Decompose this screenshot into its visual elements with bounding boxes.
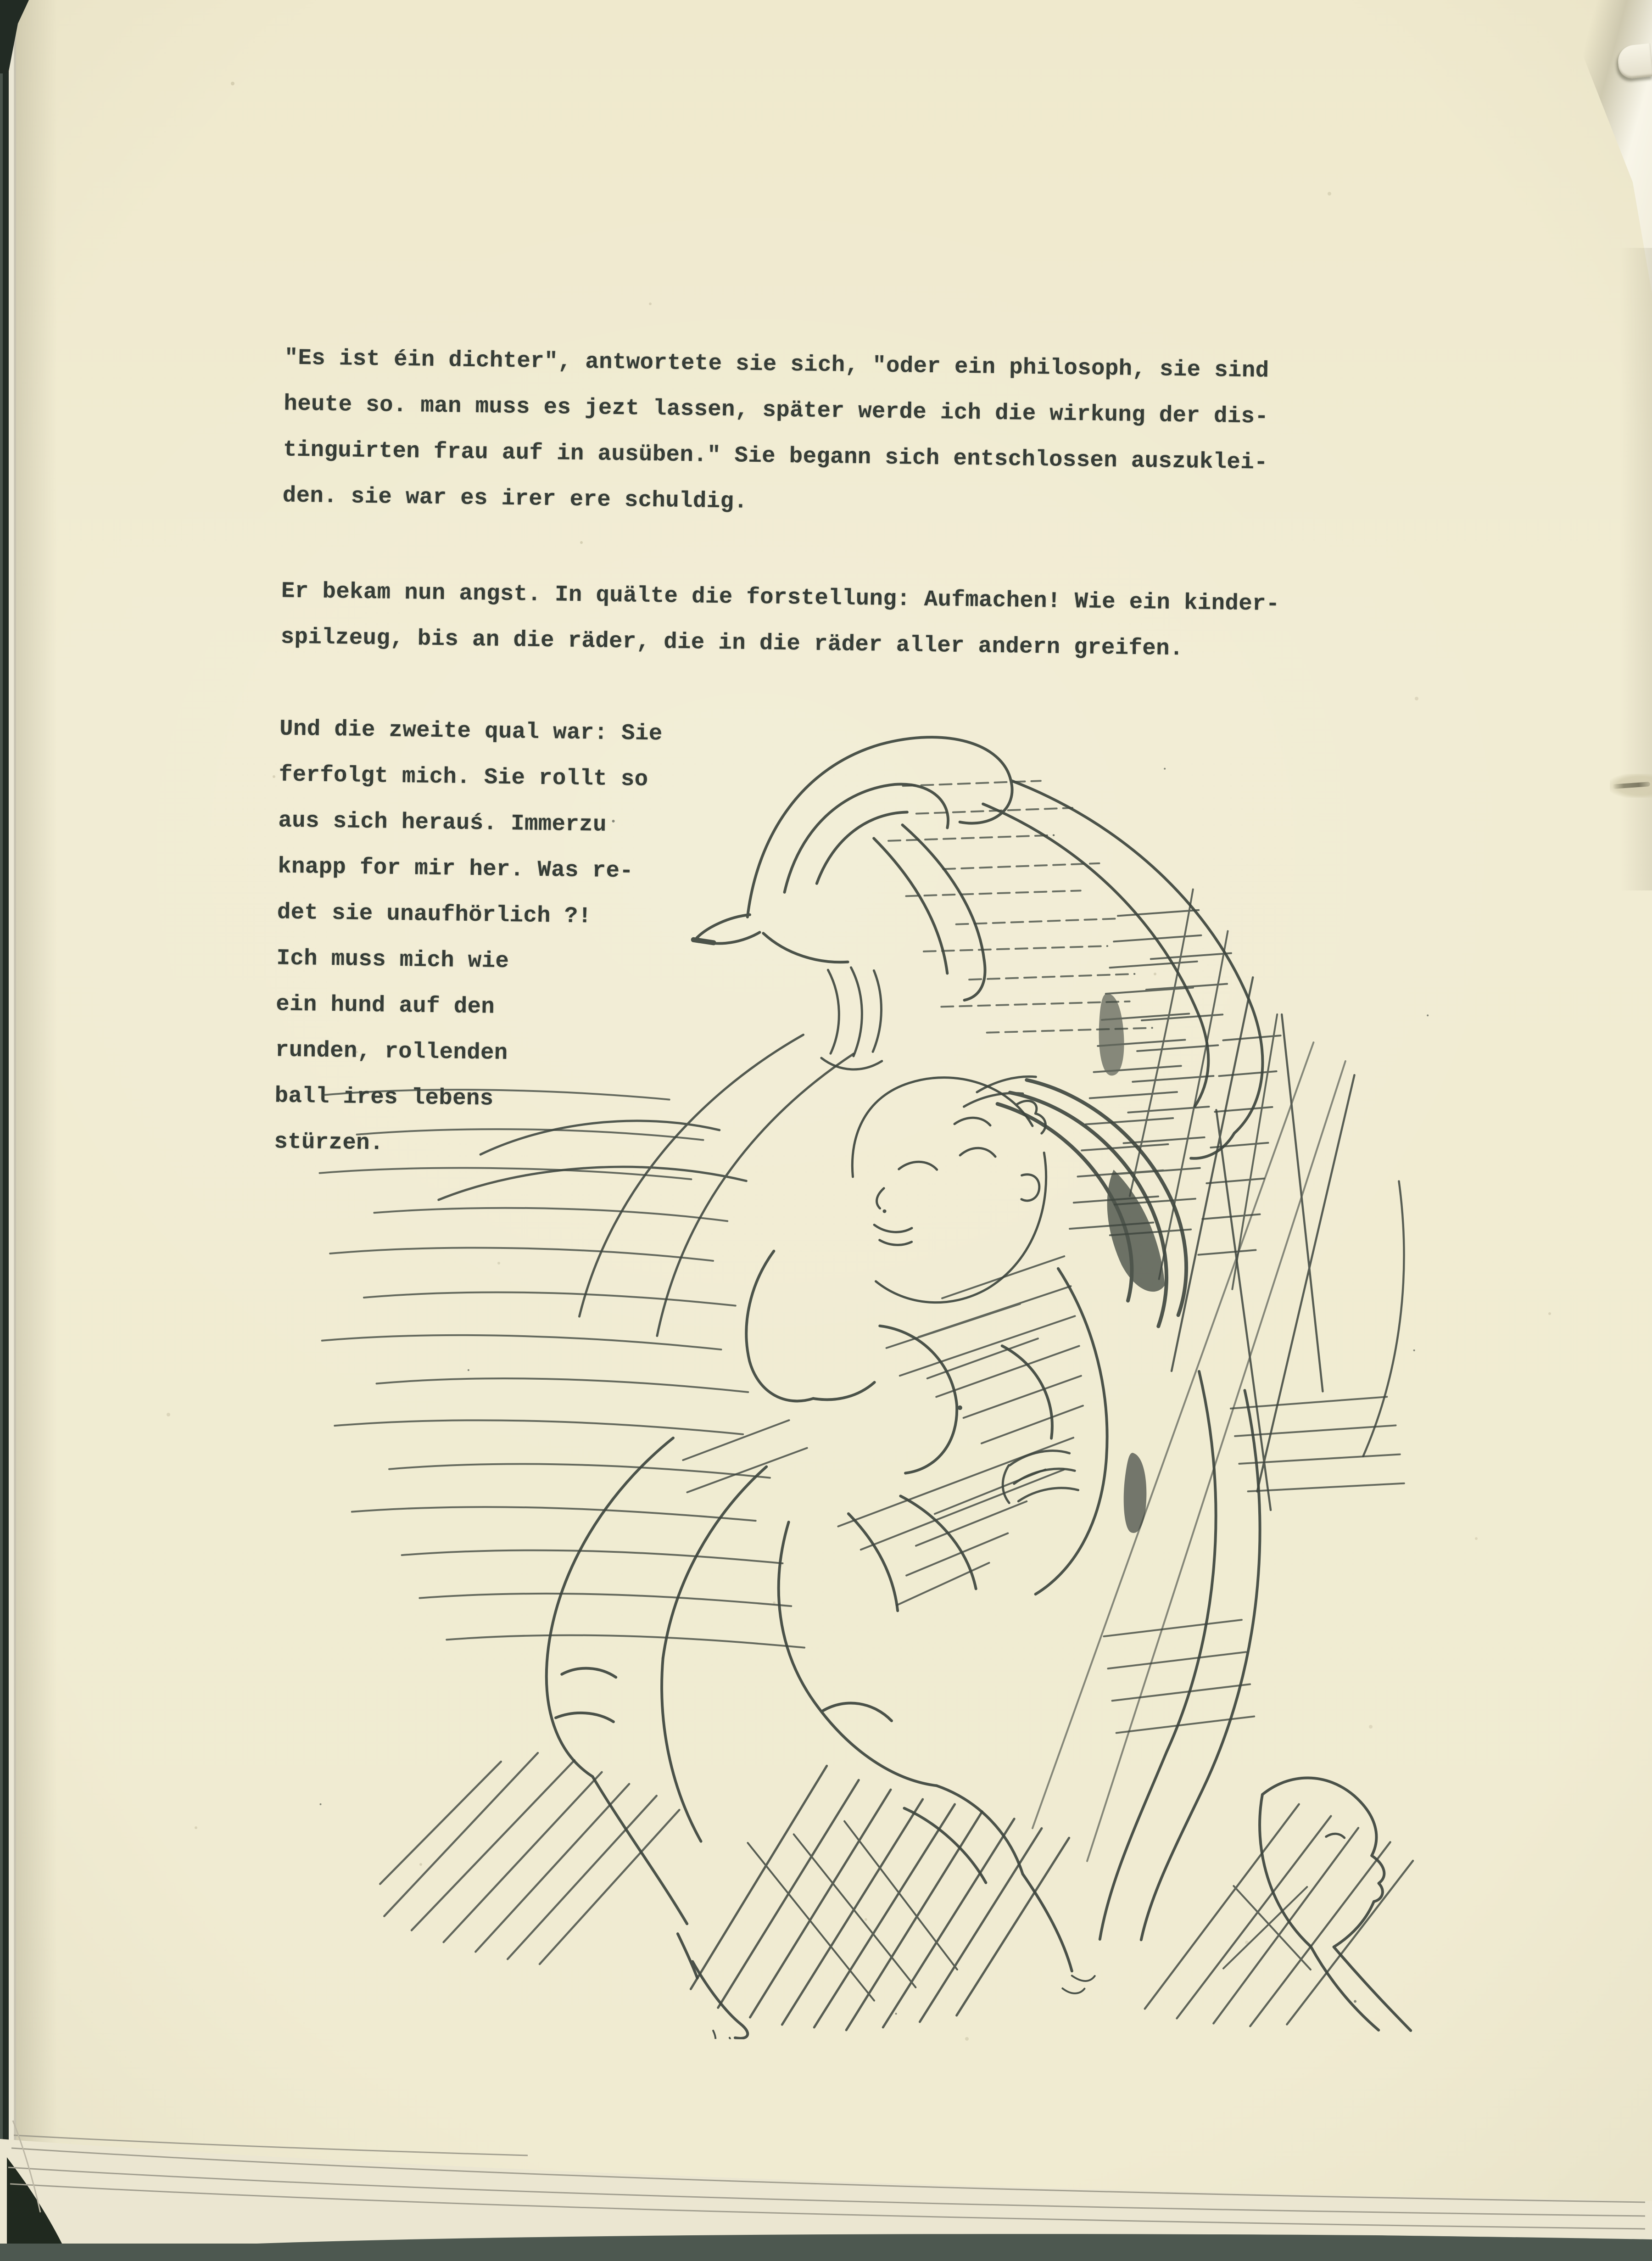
text-line: ein hund auf den <box>275 991 495 1020</box>
typewritten-paragraph-2 <box>280 568 1280 673</box>
drapery-and-arms <box>691 734 1267 1159</box>
shading-patch <box>1123 1453 1147 1533</box>
text-line: Er bekam nun angst. In quälte die forstellung: Aufmachen! Wie ein kinder- <box>281 578 1280 617</box>
text-line: det sie unaufhörlich ?! <box>277 899 592 929</box>
text-line: tinguirten frau auf in ausüben." Sie begann sich entschlossen auszuklei- <box>283 437 1268 476</box>
grass-strokes <box>1032 974 1407 1865</box>
text-line: den. sie war es irer ere schuldig. <box>282 482 748 515</box>
chest-hatching <box>681 1251 1085 1607</box>
legs <box>541 1436 1102 2048</box>
text-line: knapp for mir her. Was re- <box>277 853 634 884</box>
right-figure <box>1099 1370 1419 2031</box>
text-line: ferfolgt mich. Sie rollt so <box>279 761 648 792</box>
text-line: heute so. man muss es jezt lassen, später werde ich die wirkung der dis- <box>284 391 1269 430</box>
ink-specks <box>317 757 1432 2021</box>
resting-hand <box>1003 1450 1079 1504</box>
text-line: aus sich herauś. Immerzu <box>278 807 607 838</box>
torso <box>742 1251 1109 1613</box>
binding-thread <box>1610 774 1652 798</box>
text-line: stürzen. <box>274 1129 384 1156</box>
book-page <box>16 0 1652 2244</box>
figure-drawing-illustration <box>276 679 1441 2048</box>
bottom-right-hatching <box>1144 1802 1413 2028</box>
left-sheet-hatching <box>313 1088 812 1648</box>
text-line: ball ires lebens <box>274 1083 494 1112</box>
text-line: runden, rollenden <box>275 1037 508 1066</box>
bottom-center-hatching <box>690 1764 1070 2033</box>
text-line: Und die zweite qual war: Sie <box>279 716 663 747</box>
page-stack-bottom-edge <box>0 2093 1652 2244</box>
bottom-left-hatching <box>379 1751 680 1966</box>
stacked-sheets <box>0 2139 1652 2244</box>
text-line: "Es ist éin dichter", antwortete sie sich, "oder ein philosoph, sie sind <box>284 345 1269 384</box>
typewritten-paragraph-1 <box>282 335 1269 532</box>
text-line: Ich muss mich wie <box>276 945 509 974</box>
fern-ladder-hatching <box>1069 888 1282 1290</box>
text-line: spilzeug, bis an die räder, die in die räder aller andern greifen. <box>280 624 1184 662</box>
